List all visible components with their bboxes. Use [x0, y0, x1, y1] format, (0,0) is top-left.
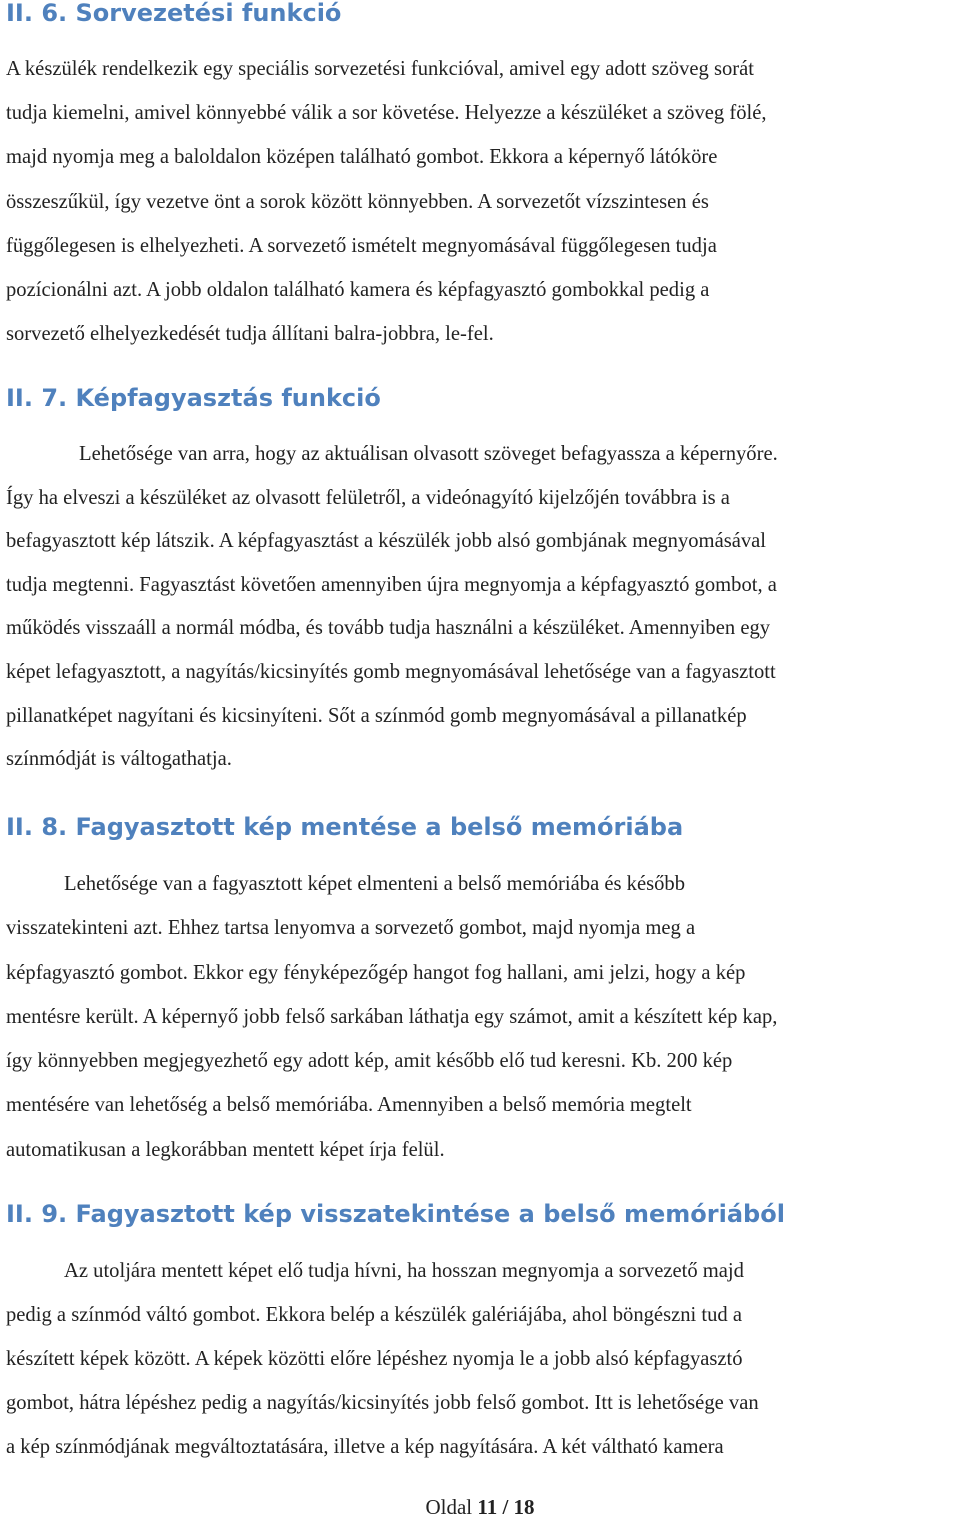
text-line: tudja megtenni. Fagyasztást követően amennyiben újra megnyomja a képfagyasztó gombot, a [6, 573, 777, 596]
text-line: mentésre került. A képernyő jobb felső sarkában láthatja egy számot, amit a készített kép kap, [6, 1005, 778, 1028]
text-line: működés visszaáll a normál módba, és tovább tudja használni a készüléket. Amennyiben egy [6, 617, 771, 640]
text-line: automatikusan a legkorábban mentett képet írja felül. [6, 1138, 445, 1161]
text-line: színmódját is váltogathatja. [6, 748, 232, 771]
section-heading-9: II. 9. Fagyasztott kép visszatekintése a belső memóriából [6, 1200, 785, 1228]
text-line: tudja kiemelni, amivel könnyebbé válik a sor követése. Helyezze a készüléket a szöveg fölé, [6, 102, 767, 125]
paragraph-sorvezetes [6, 47, 958, 356]
text-line: befagyasztott kép látszik. A képfagyasztást a készülék jobb alsó gombjának megnyomásával [6, 530, 767, 553]
page-footer [0, 1494, 960, 1520]
text-line: képfagyasztó gombot. Ekkor egy fényképezőgép hangot fog hallani, ami jelzi, hogy a kép [6, 961, 746, 984]
text-line: Lehetősége van arra, hogy az aktuálisan olvasott szöveget befagyassza a képernyőre. [79, 443, 778, 465]
text-line: sorvezető elhelyezkedését tudja állítani balra-jobbra, le-fel. [6, 323, 494, 346]
page-total: 18 [513, 1495, 535, 1519]
page-current: 11 [477, 1495, 498, 1519]
page-separator: / [502, 1495, 509, 1519]
text-line: képet lefagyasztott, a nagyítás/kicsinyítés gomb megnyomásával lehetősége van a fagyasztott [6, 660, 776, 683]
text-line: összeszűkül, így vezetve önt a sorok között könnyebben. A sorvezetőt vízszintesen és [6, 190, 709, 213]
text-line: mentésére van lehetőség a belső memóriába. Amennyiben a belső memória megtelt [6, 1094, 692, 1117]
paragraph-visszatekintes [6, 1249, 958, 1469]
text-line: pillanatképet nagyítani és kicsinyíteni. Sőt a színmód gomb megnyomásával a pillanatkép [6, 704, 747, 727]
paragraph-kepfagyasztas [6, 433, 958, 782]
page-label: Oldal [425, 1495, 473, 1519]
text-line: pozícionálni azt. A jobb oldalon található kamera és képfagyasztó gombokkal pedig a [6, 279, 710, 302]
text-line: készített képek között. A képek közötti előre lépéshez nyomja le a jobb alsó képfagyasztó [6, 1348, 743, 1370]
text-line: pedig a színmód váltó gombot. Ekkora belép a készülék galériájába, ahol böngészni tud a [6, 1304, 742, 1326]
text-line: Lehetősége van a fagyasztott képet elmenteni a belső memóriába és később [64, 873, 686, 895]
section-heading-6: II. 6. Sorvezetési funkció [6, 0, 342, 27]
text-line: Így ha elveszi a készüléket az olvasott felületről, a videónagyító kijelzőjén továbbra is a [6, 486, 730, 509]
text-line: így könnyebben megjegyezhető egy adott kép, amit később elő tud keresni. Kb. 200 kép [6, 1050, 733, 1073]
text-line: visszatekinteni azt. Ehhez tartsa lenyomva a sorvezető gombot, majd nyomja meg a [6, 917, 696, 940]
paragraph-mentes [6, 862, 958, 1172]
text-line: a kép színmódjának megváltoztatására, illetve a kép nagyítására. A két váltható kamera [6, 1436, 724, 1458]
section-heading-7: II. 7. Képfagyasztás funkció [6, 384, 381, 412]
section-heading-8: II. 8. Fagyasztott kép mentése a belső memóriába [6, 813, 684, 841]
text-line: függőlegesen is elhelyezheti. A sorvezető ismételt megnyomásával függőlegesen tudja [6, 234, 717, 257]
text-line: A készülék rendelkezik egy speciális sorvezetési funkcióval, amivel egy adott szöveg sorát [6, 58, 754, 80]
text-line: Az utoljára mentett képet elő tudja hívni, ha hosszan megnyomja a sorvezető majd [64, 1260, 744, 1282]
text-line: gombot, hátra lépéshez pedig a nagyítás/kicsinyítés jobb felső gombot. Itt is lehetősége van [6, 1392, 759, 1414]
text-line: majd nyomja meg a baloldalon középen található gombot. Ekkora a képernyő látóköre [6, 146, 718, 169]
